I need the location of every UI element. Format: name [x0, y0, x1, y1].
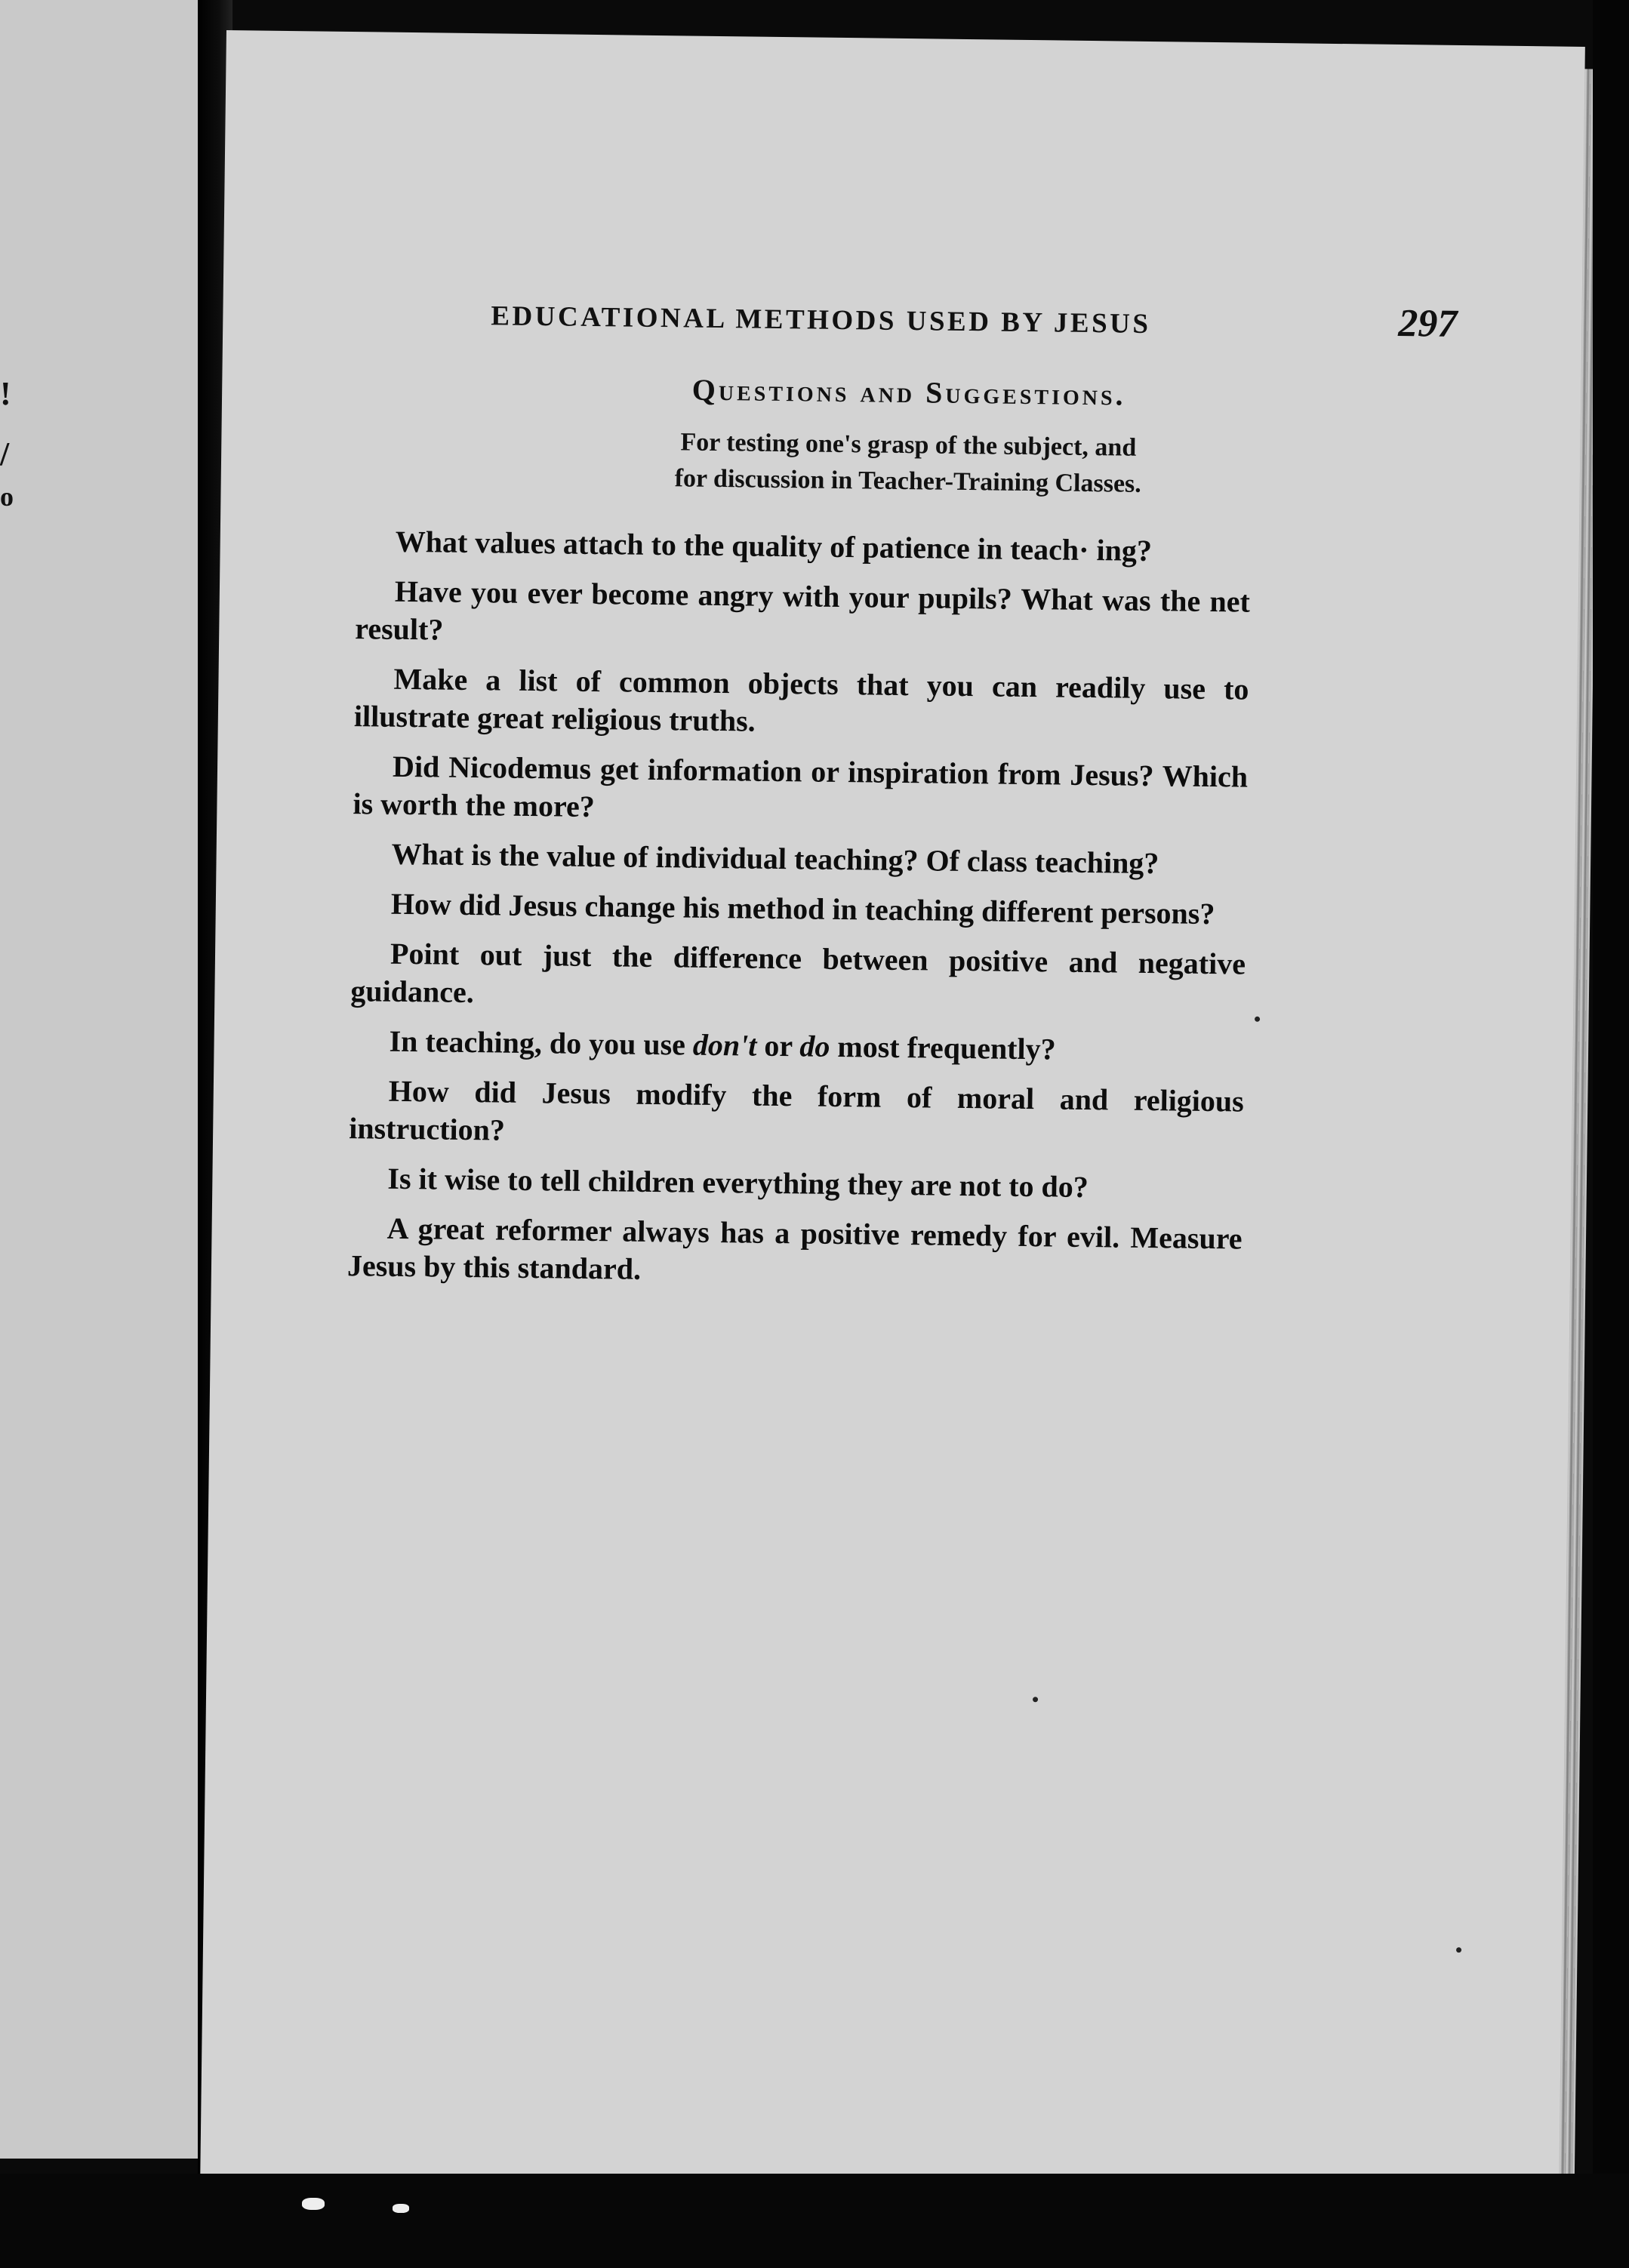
scan-speck: [1255, 1017, 1260, 1022]
scan-smudge: [302, 2198, 325, 2210]
scan-speck: [1033, 1697, 1038, 1702]
section-heading: Questions and Suggestions.: [691, 372, 1126, 412]
facing-page-mark: /: [0, 435, 10, 472]
scan-border-right: [1593, 0, 1629, 2268]
book-page: [200, 30, 1585, 2205]
subheading-line: for discussion in Teacher-Training Classes.: [674, 464, 1142, 498]
question-text: In teaching, do you use: [389, 1023, 694, 1062]
question-item: How did Jesus change his method in teaching different persons?: [390, 886, 1215, 931]
scan-smudge: [393, 2204, 409, 2213]
section-subheading: [583, 423, 1233, 503]
question-item: What is the value of individual teaching? Of class teaching?: [391, 836, 1159, 881]
facing-page-mark: !: [0, 375, 11, 412]
running-head-title: EDUCATIONAL METHODS USED BY JESUS: [491, 300, 1151, 340]
subheading-line: For testing one's grasp of the subject, and: [680, 428, 1137, 462]
question-text: most frequently?: [830, 1029, 1056, 1066]
question-item: Make a list of common objects that you can readily use to illustrate great religious truths.: [353, 661, 1249, 738]
question-item: Is it wise to tell children everything they are not to do?: [387, 1161, 1089, 1205]
question-item: Point out just the difference between positive and negative guidance.: [350, 936, 1246, 1010]
facing-page-mark: o: [0, 482, 14, 512]
running-head: [491, 290, 1458, 355]
question-list: [347, 522, 1251, 1307]
question-item: Have you ever become angry with your pupils? What was the net result?: [355, 574, 1251, 647]
question-emphasis: don't: [692, 1027, 757, 1063]
question-item: A great reformer always has a positive remedy for evil. Measure Jesus by this standard.: [346, 1211, 1243, 1286]
question-emphasis: do: [799, 1029, 830, 1063]
question-item: Did Nicodemus get information or inspiration from Jesus? Which is worth the more?: [353, 749, 1249, 824]
question-item: How did Jesus modify the form of moral and religious instruction?: [348, 1073, 1245, 1147]
scan-border-bottom: [0, 2174, 1629, 2268]
scan-speck: [1456, 1947, 1461, 1953]
question-item: What values attach to the quality of patience in teach· ing?: [395, 524, 1153, 568]
page-number: 297: [1398, 301, 1458, 346]
facing-page: [0, 0, 198, 2159]
question-item: [350, 1022, 1245, 1070]
question-text: or: [756, 1028, 800, 1063]
